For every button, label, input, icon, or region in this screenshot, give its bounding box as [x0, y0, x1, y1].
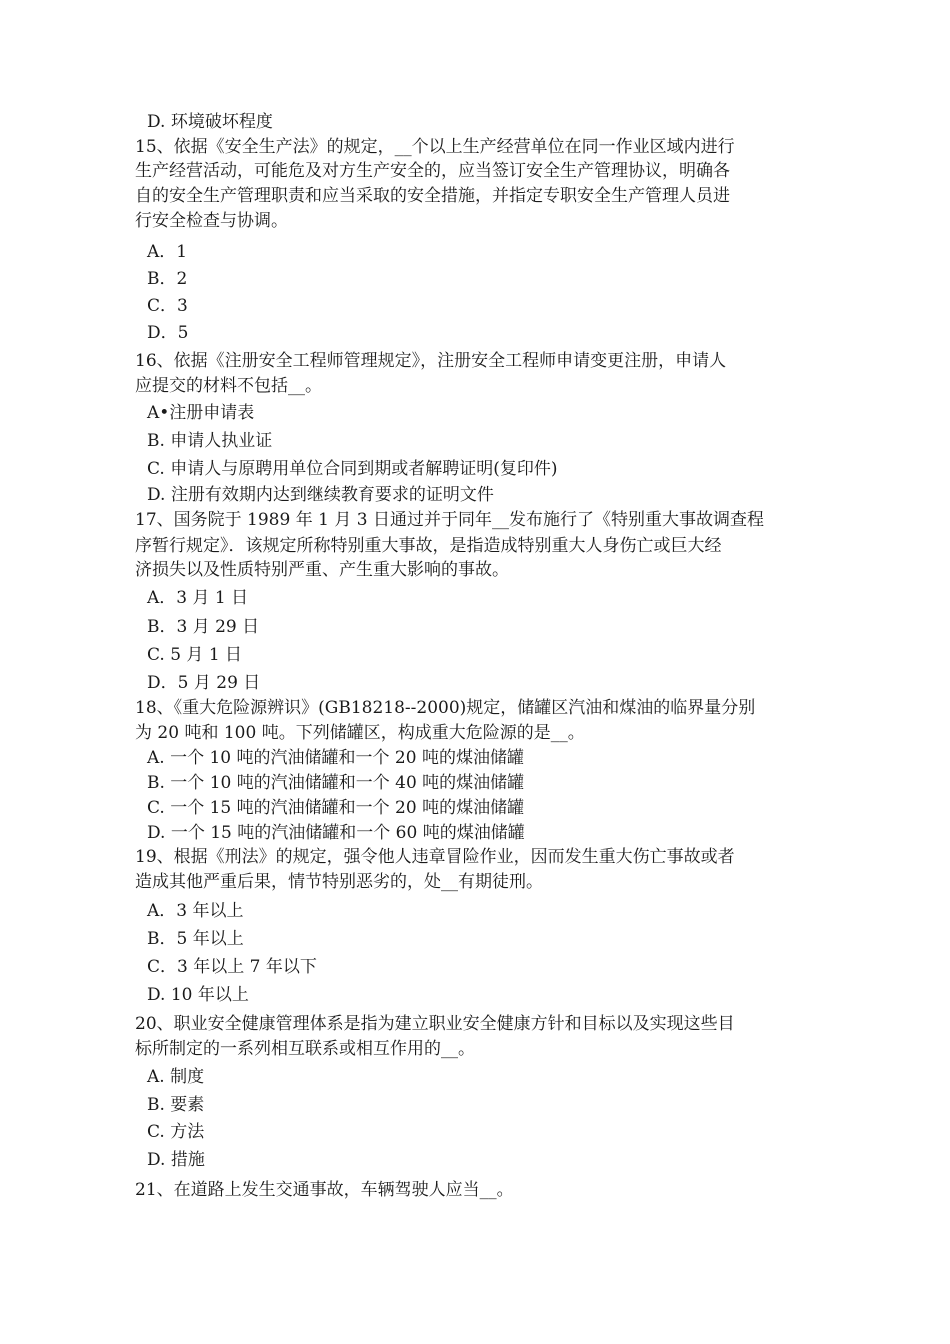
question-line: 生产经营活动，可能危及对方生产安全的，应当签订安全生产管理协议，明确各 — [135, 161, 730, 181]
option-line: D．5 月 29 日 — [147, 673, 261, 693]
option-line: A．3 年以上 — [147, 901, 244, 921]
question-line: 为 20 吨和 100 吨。下列储罐区，构成重大危险源的是__。 — [135, 723, 585, 743]
question-line: 自的安全生产管理职责和应当采取的安全措施，并指定专职安全生产管理人员进 — [135, 186, 730, 206]
option-line: D. 一个 15 吨的汽油储罐和一个 60 吨的煤油储罐 — [147, 823, 525, 843]
question-line: 济损失以及性质特别严重、产生重大影响的事故。 — [135, 560, 509, 580]
option-line: A. 一个 10 吨的汽油储罐和一个 20 吨的煤油储罐 — [147, 748, 524, 768]
question-line: 15、依据《安全生产法》的规定，__个以上生产经营单位在同一作业区域内进行 — [135, 137, 735, 157]
option-line: C. 申请人与原聘用单位合同到期或者解聘证明(复印件) — [147, 459, 558, 479]
option-line: C. 方法 — [147, 1122, 205, 1142]
option-line: C．3 年以上 7 年以下 — [147, 957, 317, 977]
option-line: D. 环境破坏程度 — [147, 112, 273, 132]
option-line: B．5 年以上 — [147, 929, 244, 949]
option-line: C．3 — [147, 296, 188, 316]
question-line: 21、在道路上发生交通事故，车辆驾驶人应当__。 — [135, 1180, 514, 1200]
question-line: 序暂行规定》．该规定所称特别重大事故，是指造成特别重大人身伤亡或巨大经 — [135, 536, 722, 556]
option-line: B．2 — [147, 269, 188, 289]
question-line: 造成其他严重后果，情节特别恶劣的，处__有期徒刑。 — [135, 872, 543, 892]
question-line: 行安全检查与协调。 — [135, 211, 288, 231]
option-line: D. 注册有效期内达到继续教育要求的证明文件 — [147, 485, 494, 505]
option-line: B. 一个 10 吨的汽油储罐和一个 40 吨的煤油储罐 — [147, 773, 525, 793]
option-line: B．3 月 29 日 — [147, 617, 260, 637]
question-line: 16、依据《注册安全工程师管理规定》，注册安全工程师申请变更注册，申请人 — [135, 351, 727, 371]
option-line: A•注册申请表 — [147, 403, 255, 423]
question-line: 20、职业安全健康管理体系是指为建立职业安全健康方针和目标以及实现这些目 — [135, 1014, 735, 1034]
option-line: A．1 — [147, 242, 188, 262]
option-line: D. 10 年以上 — [147, 985, 249, 1005]
question-line: 19、根据《刑法》的规定，强令他人违章冒险作业，因而发生重大伤亡事故或者 — [135, 847, 735, 867]
question-line: 17、国务院于 1989 年 1 月 3 日通过并于同年__发布施行了《特别重大事故调查程 — [135, 510, 764, 530]
option-line: A. 制度 — [147, 1067, 205, 1087]
question-line: 标所制定的一系列相互联系或相互作用的__。 — [135, 1039, 475, 1059]
option-line: C. 一个 15 吨的汽油储罐和一个 20 吨的煤油储罐 — [147, 798, 525, 818]
option-line: D. 措施 — [147, 1150, 205, 1170]
question-line: 18、《重大危险源辨识》(GB18218--2000)规定，储罐区汽油和煤油的临界量分别 — [135, 698, 756, 718]
option-line: B. 要素 — [147, 1095, 205, 1115]
option-line: D．5 — [147, 323, 189, 343]
question-line: 应提交的材料不包括__。 — [135, 376, 322, 396]
option-line: A．3 月 1 日 — [147, 588, 249, 608]
option-line: B. 申请人执业证 — [147, 431, 273, 451]
option-line: C. 5 月 1 日 — [147, 645, 243, 665]
